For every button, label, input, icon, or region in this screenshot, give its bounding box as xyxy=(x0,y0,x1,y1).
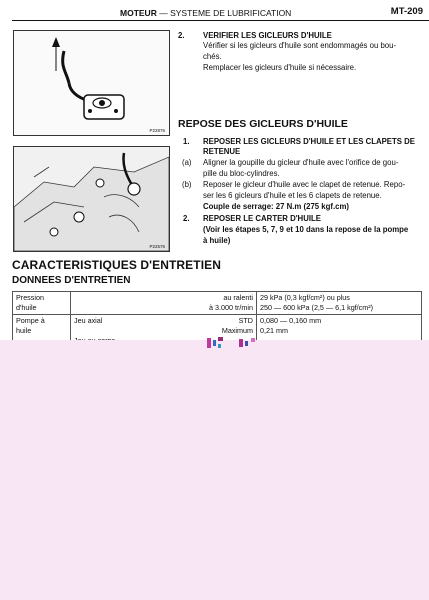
reinstall-step2-title: REPOSER LE CARTER D'HUILE xyxy=(203,214,321,223)
table-cell xyxy=(71,292,163,315)
substep-b-tag: (b) xyxy=(182,180,192,189)
cell-text: 250 — 600 kPa (2,5 — 6,1 kgf/cm²) xyxy=(260,303,374,312)
figure-engine-block xyxy=(13,146,170,252)
header-subsection: SYSTEME DE LUBRIFICATION xyxy=(170,8,292,18)
cell-text: Jeu axial xyxy=(74,316,103,325)
figure-oil-jet xyxy=(13,30,170,136)
page-header xyxy=(0,0,429,22)
cell-text: Pompe à xyxy=(16,316,45,325)
substep-a-line2: pille du bloc-cylindres. xyxy=(203,169,280,178)
specs-subheading: DONNEES D'ENTRETIEN xyxy=(12,275,131,286)
step-verify-line3: Remplacer les gicleurs d'huile si nécessaire. xyxy=(203,63,357,72)
table-cell xyxy=(257,292,422,315)
cell-text: huile xyxy=(16,326,32,335)
specs-heading: CARACTERISTIQUES D'ENTRETIEN xyxy=(12,258,221,272)
cell-text: d'huile xyxy=(16,303,37,312)
substep-b-line1: Reposer le gicleur d'huile avec le clapet de retenue. Repo- xyxy=(203,180,406,189)
cell-text: Maximum xyxy=(221,326,253,335)
reinstall-step1-number: 1. xyxy=(183,137,190,146)
cell-text: 29 kPa (0,3 kgf/cm²) ou plus xyxy=(260,293,350,302)
header-rule xyxy=(12,20,429,21)
reinstall-step1-title-b: RETENUE xyxy=(203,147,241,156)
reinstall-heading: REPOSE DES GICLEURS D'HUILE xyxy=(178,118,348,130)
truncated-render-area xyxy=(0,340,429,600)
table-cell xyxy=(13,292,71,315)
figure2-code: P22576 xyxy=(149,244,165,249)
engine-block-illustration xyxy=(14,147,169,251)
glitch-artifact xyxy=(205,336,265,350)
reinstall-step2-note-a: (Voir les étapes 5, 7, 9 et 10 dans la repose de la pompe xyxy=(203,225,409,234)
cell-text: Pression xyxy=(16,293,44,302)
step-verify-number: 2. xyxy=(178,31,185,40)
torque-spec: Couple de serrage: 27 N.m (275 kgf.cm) xyxy=(203,202,350,211)
reinstall-step1-title-a: REPOSER LES GICLEURS D'HUILE ET LES CLAPETS DE xyxy=(203,137,415,146)
oil-jet-illustration xyxy=(14,31,169,135)
cell-text: STD xyxy=(238,316,253,325)
substep-a-line1: Aligner la goupille du gicleur d'huile avec l'orifice de gou- xyxy=(203,158,399,167)
cell-text: 0,21 mm xyxy=(260,326,288,335)
step-verify-line1: Vérifier si les gicleurs d'huile sont endommagés ou bou- xyxy=(203,41,397,50)
table-cell xyxy=(163,292,257,315)
reinstall-step2-note-b: à huile) xyxy=(203,236,231,245)
substep-b-line2: ser les 6 gicleurs d'huile et les 6 clapets de retenue. xyxy=(203,191,382,200)
cell-text: 0,080 — 0,160 mm xyxy=(260,316,322,325)
reinstall-step2-number: 2. xyxy=(183,214,190,223)
page-number: MT-209 xyxy=(390,6,423,17)
cell-text: à 3.000 tr/min xyxy=(209,303,253,312)
header-dash: — xyxy=(159,8,168,18)
substep-a-tag: (a) xyxy=(182,158,192,167)
table-row xyxy=(13,292,422,315)
cell-text: au ralenti xyxy=(223,293,253,302)
cell-spacer xyxy=(74,326,160,336)
step-verify-line2: chés. xyxy=(203,52,222,61)
figure1-code: P22876 xyxy=(149,128,165,133)
header-section: MOTEUR xyxy=(120,8,157,18)
header-title xyxy=(120,8,291,18)
step-verify-title: VERIFIER LES GICLEURS D'HUILE xyxy=(203,31,332,40)
